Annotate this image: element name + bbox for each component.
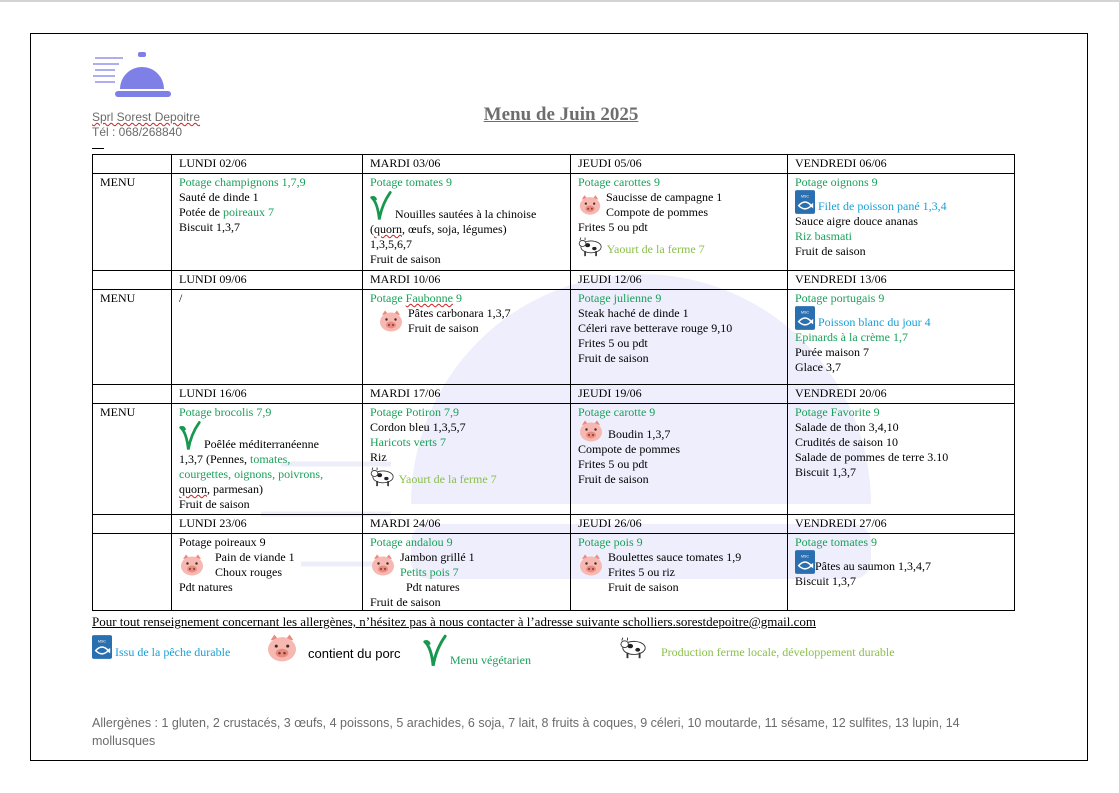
dish: [179, 482, 355, 497]
day-header: JEUDI 05/06: [571, 155, 788, 174]
soup-part: 9: [453, 291, 462, 305]
dish-text: Saucisse de campagne 1: [606, 190, 723, 204]
day-header: LUNDI 09/06: [172, 271, 363, 290]
empty-label-cell: [93, 271, 172, 290]
day-cell: [172, 404, 363, 515]
dessert: Fruit de saison: [370, 252, 441, 266]
week-header-row: [93, 515, 1015, 534]
day-cell: [788, 290, 1015, 385]
company-phone: Tél : 068/268840: [92, 125, 183, 139]
dish: [370, 306, 563, 336]
dish: [179, 550, 355, 580]
day-header: JEUDI 26/06: [571, 515, 788, 534]
no-menu-marker: /: [179, 291, 183, 305]
day-header: VENDREDI 13/06: [788, 271, 1015, 290]
soup: Potage portugais 9: [795, 291, 885, 305]
day-header: LUNDI 02/06: [172, 155, 363, 174]
page-title: Menu de Juin 2025: [483, 104, 639, 125]
dish: Salade de thon 3,4,10: [795, 420, 899, 434]
dish: [795, 550, 1007, 574]
dish-part-green: tomates,: [250, 452, 291, 466]
day-cell: [363, 174, 571, 271]
soup: Potage Favorite 9: [795, 405, 880, 419]
soup: [370, 291, 563, 306]
dish: [795, 190, 1007, 214]
vegetarian-icon: [423, 634, 447, 668]
dessert: [578, 235, 780, 257]
dish-text: Boulettes sauce tomates 1,9: [608, 550, 742, 564]
dessert: Fruit de saison: [370, 595, 441, 609]
soup: Potage carottes 9: [578, 175, 660, 189]
sustainable-fishing-icon: [795, 190, 815, 214]
dish-text: Petits pois 7: [400, 565, 459, 579]
week-header-row: [93, 155, 1015, 174]
dish-part: Potée de: [179, 205, 223, 219]
day-cell: [571, 404, 788, 515]
pork-icon: [378, 310, 404, 332]
dessert-text: Yaourt de la ferme 7: [606, 242, 705, 256]
dish-text: Nouilles sautées à la chinoise: [395, 207, 537, 221]
dish-text: Filet de poisson pané 1,3,4: [818, 199, 947, 213]
day-cell: [788, 174, 1015, 271]
day-header: LUNDI 23/06: [172, 515, 363, 534]
legend-veg-label: Menu végétarien: [450, 653, 531, 667]
row-label: MENU: [93, 174, 172, 271]
day-header: VENDREDI 06/06: [788, 155, 1015, 174]
day-cell: [363, 404, 571, 515]
day-header: MARDI 03/06: [363, 155, 571, 174]
soup-part: Faubonne: [405, 291, 453, 305]
text-marker: [92, 144, 104, 149]
dish-text: Pain de viande 1: [215, 550, 295, 564]
pork-icon: [370, 554, 396, 576]
dessert: Fruit de saison: [578, 351, 649, 365]
dish-part: quorn: [179, 482, 207, 496]
dish: Riz: [370, 450, 387, 464]
farm-cow-icon: [578, 235, 604, 257]
allergen-contact-note: Pour tout renseignement concernant les allergènes, n’hésitez pas à nous contacter à l’adresse suivante scholliers.sorestdepoitre@gmail.com: [92, 614, 816, 629]
day-header: MARDI 10/06: [363, 271, 571, 290]
day-cell: [571, 290, 788, 385]
dish: [578, 190, 780, 220]
day-cell: [788, 404, 1015, 515]
soup: Potage poireaux 9: [179, 535, 266, 549]
sustainable-fishing-icon: [92, 634, 112, 660]
menu-page: [30, 33, 1088, 761]
day-header: LUNDI 16/06: [172, 385, 363, 404]
dish: Purée maison 7: [795, 345, 869, 359]
soup: Potage julienne 9: [578, 291, 662, 305]
pork-icon: [578, 420, 604, 442]
dessert: Fruit de saison: [608, 580, 679, 594]
dessert: Fruit de saison: [179, 497, 250, 511]
dish-text: Choux rouges: [215, 565, 282, 579]
dish: [370, 190, 563, 222]
week-header-row: [93, 271, 1015, 290]
dessert-text: Fruit de saison: [408, 321, 479, 335]
pork-icon: [578, 554, 604, 576]
dessert: Fruit de saison: [578, 472, 649, 486]
week-header-row: [93, 385, 1015, 404]
dish-text: Jambon grillé 1: [400, 550, 475, 564]
week-menu-row: [93, 534, 1015, 611]
day-header: MARDI 17/06: [363, 385, 571, 404]
weekly-menu-table: [92, 154, 1015, 611]
pork-icon: [578, 194, 602, 216]
day-header: JEUDI 19/06: [571, 385, 788, 404]
dish: Haricots verts 7: [370, 435, 446, 449]
day-cell: [172, 534, 363, 611]
empty-label-cell: [93, 385, 172, 404]
day-cell: [571, 534, 788, 611]
soup: Potage pois 9: [578, 535, 643, 549]
dish: [179, 205, 355, 220]
legend-pork-label: contient du porc: [308, 646, 401, 661]
dish: Salade de pommes de terre 3.10: [795, 450, 949, 464]
dish-text: Boudin 1,3,7: [608, 427, 671, 441]
dessert: Glace 3,7: [795, 360, 841, 374]
dessert: [370, 465, 563, 487]
dish: Pdt natures: [406, 580, 460, 594]
dish-text: Pâtes au saumon 1,3,4,7: [815, 559, 931, 573]
dish: [578, 550, 780, 580]
week-menu-row: [93, 174, 1015, 271]
day-cell: [571, 174, 788, 271]
dessert: Fruit de saison: [795, 244, 866, 258]
dish-part: , œufs, soja, légumes): [402, 222, 507, 236]
day-header: VENDREDI 27/06: [788, 515, 1015, 534]
dish: Sauté de dinde 1: [179, 190, 259, 204]
dish: courgettes, oignons, poivrons,: [179, 467, 324, 481]
top-divider: [0, 0, 1119, 2]
dish: Céleri rave betterave rouge 9,10: [578, 321, 733, 335]
day-cell: [172, 174, 363, 271]
soup: Potage tomates 9: [370, 175, 452, 189]
day-header: VENDREDI 20/06: [788, 385, 1015, 404]
dish-text: Pâtes carbonara 1,3,7: [408, 306, 511, 320]
dish-part-green: poireaux 7: [223, 205, 274, 219]
legend-farm: [620, 634, 895, 660]
legend-farm-label: Production ferme locale, développement durable: [661, 645, 895, 659]
company-name: Sprl Sorest Depoitre: [92, 110, 201, 124]
day-cell: [788, 534, 1015, 611]
dish: Frites 5 ou pdt: [578, 220, 648, 234]
pork-icon: [265, 634, 299, 662]
row-label: MENU: [93, 404, 172, 515]
cloche-logo-icon: [93, 44, 177, 104]
row-label: MENU: [93, 290, 172, 385]
dessert: Biscuit 1,3,7: [179, 220, 241, 234]
farm-cow-icon: [370, 465, 396, 487]
legend-veg: [423, 634, 531, 668]
sustainable-fishing-icon: [795, 550, 815, 574]
dessert-text: Yaourt de la ferme 7: [398, 472, 497, 486]
company-info: [92, 110, 200, 140]
soup: Potage oignons 9: [795, 175, 878, 189]
dessert: Biscuit 1,3,7: [795, 574, 857, 588]
dish: [795, 306, 1007, 330]
dish: Compote de pommes: [578, 442, 680, 456]
dish: Steak haché de dinde 1: [578, 306, 689, 320]
dish: [179, 420, 355, 452]
legend-pork: [265, 634, 401, 662]
dish: Cordon bleu 1,3,5,7: [370, 420, 466, 434]
day-cell: [172, 290, 363, 385]
dish: Pdt natures: [179, 580, 233, 594]
dish-part: , parmesan): [207, 482, 263, 496]
sustainable-fishing-icon: [795, 306, 815, 330]
legend-fish-label: Issu de la pêche durable: [115, 645, 231, 659]
allergen-list: Allergènes : 1 gluten, 2 crustacés, 3 œufs, 4 poissons, 5 arachides, 6 soja, 7 lait, 8 fruits à coques, 9 céleri, 10 moutarde, 11 sésame, 12 sulfites, 13 lupin, 14 mollusques: [92, 716, 960, 748]
dish: [370, 550, 563, 580]
dish: Frites 5 ou pdt: [578, 457, 648, 471]
week-menu-row: [93, 290, 1015, 385]
soup-part: Potage: [370, 291, 406, 305]
dish-part: quorn: [374, 222, 402, 236]
dish: (quorn, œufs, soja, légumes): [370, 222, 507, 236]
soup: Potage tomates 9: [795, 535, 877, 549]
soup: Potage champignons 1,7,9: [179, 175, 306, 189]
dish: Frites 5 ou pdt: [578, 336, 648, 350]
vegetarian-icon: [370, 190, 392, 222]
empty-label-cell: [93, 515, 172, 534]
soup: Potage brocolis 7,9: [179, 405, 272, 419]
dish: Crudités de saison 10: [795, 435, 898, 449]
dish: [578, 420, 780, 442]
vegetarian-icon: [179, 420, 201, 452]
dish: 1,3,5,6,7: [370, 237, 412, 251]
soup: Potage carotte 9: [578, 405, 656, 419]
dish-part: 1,3,7 (Pennes,: [179, 452, 250, 466]
soup: Potage andalou 9: [370, 535, 453, 549]
dish: Epinards à la crème 1,7: [795, 330, 908, 344]
dish: Sauce aigre douce ananas: [795, 214, 918, 228]
dish-text: Frites 5 ou riz: [608, 565, 675, 579]
dish-text: Poêlée méditerranéenne: [204, 437, 319, 451]
day-cell: [363, 534, 571, 611]
dish: [179, 452, 355, 467]
day-cell: [363, 290, 571, 385]
day-header: MARDI 24/06: [363, 515, 571, 534]
dish: Riz basmati: [795, 229, 852, 243]
pork-icon: [179, 554, 205, 576]
empty-label-cell: [93, 155, 172, 174]
dish-text: Compote de pommes: [606, 205, 708, 219]
empty-label-cell: [93, 534, 172, 611]
day-header: JEUDI 12/06: [571, 271, 788, 290]
dish-text: Poisson blanc du jour 4: [818, 315, 931, 329]
soup: Potage Potiron 7,9: [370, 405, 459, 419]
farm-cow-icon: [620, 634, 648, 660]
week-menu-row: [93, 404, 1015, 515]
legend-fish: [92, 634, 230, 660]
dessert: Biscuit 1,3,7: [795, 465, 857, 479]
